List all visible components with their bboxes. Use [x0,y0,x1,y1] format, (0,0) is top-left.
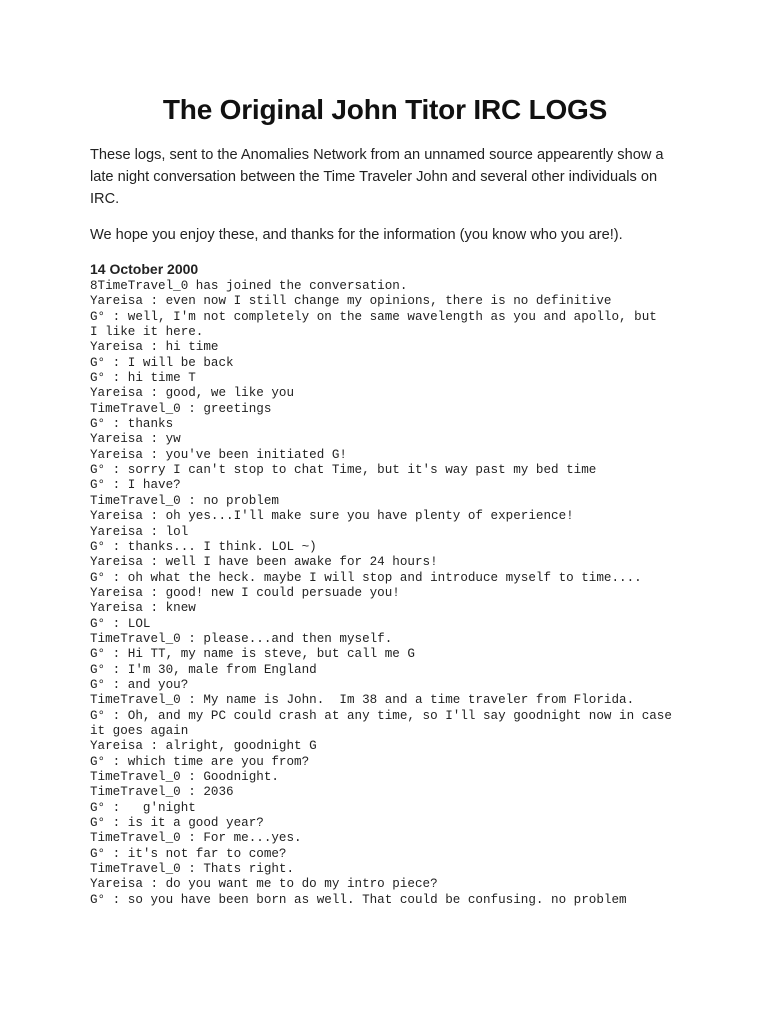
log-line: Yareisa : knew [90,601,196,616]
page-title: The Original John Titor IRC LOGS [162,94,608,125]
log-line: G° : I have? [90,478,181,493]
log-line: Yareisa : oh yes...I'll make sure you have plenty of experience! [90,509,574,524]
log-line: I like it here. [90,325,204,340]
log-line: G° : Hi TT, my name is steve, but call me G [90,647,415,662]
log-line: Yareisa : well I have been awake for 24 hours! [90,555,438,570]
log-line: G° : and you? [90,677,189,692]
date-heading: 14 October 2000 [90,261,199,277]
log-line: Yareisa : you've been initiated G! [90,447,347,462]
log-line: G° : hi time T [90,371,196,386]
log-line: G° : so you have been born as well. That could be confusing. no problem [90,892,627,907]
log-line: 8TimeTravel_0 has joined the conversation. [90,279,408,293]
log-line: G° : LOL [90,616,151,631]
log-line: TimeTravel_0 : no problem [90,493,279,508]
log-line: G° : thanks... I think. LOL ~) [90,539,317,554]
log-line: G° : sorry I can't stop to chat Time, but it's way past my bed time [90,463,597,478]
log-line: TimeTravel_0 : 2036 [90,785,234,800]
log-line: Yareisa : good, we like you [90,386,295,401]
log-line: TimeTravel_0 : greetings [90,401,272,416]
intro-paragraph-1: These logs, sent to the Anomalies Network from an unnamed source appearently show a late night conversation between the Time Traveler John and several other individuals on IRC. [90,147,664,207]
log-line: Yareisa : hi time [90,340,219,355]
log-line: G° : it's not far to come? [90,846,287,861]
log-line: Yareisa : even now I still change my opinions, there is no definitive [90,294,612,309]
log-line: Yareisa : do you want me to do my intro piece? [90,877,438,892]
log-line: G° : well, I'm not completely on the same wavelength as you and apollo, but [90,309,657,324]
log-line: G° : is it a good year? [90,816,264,831]
log-line: TimeTravel_0 : please...and then myself. [90,631,393,646]
log-line: G° : oh what the heck. maybe I will stop and introduce myself to time.... [90,570,642,585]
log-line: TimeTravel_0 : Thats right. [90,862,295,877]
log-line: Yareisa : good! new I could persuade you! [90,585,400,600]
irc-log [90,279,690,908]
log-line: Yareisa : yw [90,432,181,447]
log-line: TimeTravel_0 : For me...yes. [90,831,302,846]
log-line: G° : Oh, and my PC could crash at any time, so I'll say goodnight now in case it goes again [90,708,680,738]
log-line: G° : g'night [90,800,196,815]
log-line: TimeTravel_0 : Goodnight. [90,770,279,784]
log-line: G° : thanks [90,417,174,432]
intro-paragraph-2: We hope you enjoy these, and thanks for the information (you know who you are!). [90,227,623,243]
log-line: Yareisa : alright, goodnight G [90,739,317,754]
log-line: G° : which time are you from? [90,754,310,769]
log-line: Yareisa : lol [90,524,189,539]
log-line: G° : I'm 30, male from England [90,662,317,677]
log-line: G° : I will be back [90,355,234,370]
log-line: TimeTravel_0 : My name is John. Im 38 and a time traveler from Florida. [90,693,635,708]
